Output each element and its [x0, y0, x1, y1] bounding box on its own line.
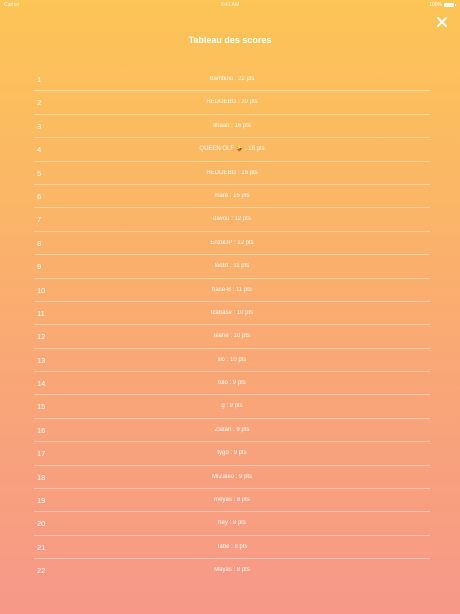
score-rank: 6: [37, 191, 42, 201]
score-rank: 20: [37, 519, 46, 529]
score-rank: 2: [37, 98, 42, 108]
score-row: [34, 232, 430, 255]
score-entry: HEDIJEBG : 20 pts: [206, 99, 258, 106]
score-row: [34, 302, 430, 325]
score-entry: Mayas : 8 pts: [214, 567, 250, 574]
score-row: [34, 395, 430, 418]
score-row: [34, 185, 430, 208]
score-entry: tolo : 9 pts: [218, 380, 246, 387]
score-entry: EnzoDP : 12 pts: [210, 239, 254, 246]
score-row: [34, 255, 430, 278]
score-entry: lilo : 10 pts: [217, 356, 247, 363]
score-entry: MrZaleo : 9 pts: [211, 473, 252, 480]
score-entry: Ilhaan : 16 pts: [213, 122, 251, 129]
score-entry: Tabé : 8 pts: [216, 543, 248, 550]
score-row: [34, 372, 430, 395]
score-row: [34, 512, 430, 535]
score-row: [34, 138, 430, 161]
battery-icon: [444, 3, 454, 7]
score-rank: 16: [37, 425, 46, 435]
score-rank: 15: [37, 402, 46, 412]
score-entry: QUEEN OLF 🤪 : 16 pts: [199, 146, 265, 153]
score-entry: tygo : 9 pts: [217, 450, 247, 457]
score-row: [34, 349, 430, 372]
score-row: [34, 559, 430, 582]
score-rank: 13: [37, 355, 46, 365]
score-rank: 3: [37, 121, 42, 131]
score-list: [34, 68, 430, 583]
score-entry: HEDIJEBG : 16 pts: [206, 169, 258, 176]
score-row: [34, 115, 430, 138]
score-row: [34, 419, 430, 442]
score-entry: leoBI : 11 pts: [214, 263, 250, 270]
score-row: [34, 325, 430, 348]
score-rank: 8: [37, 238, 42, 248]
score-entry: meyas : 8 pts: [214, 497, 250, 504]
score-entry: Zlatan : 9 pts: [214, 426, 250, 433]
status-time: 9:41 AM: [220, 2, 240, 8]
score-row: [34, 442, 430, 465]
score-rank: 4: [37, 145, 42, 155]
score-row: [34, 536, 430, 559]
score-row: [34, 91, 430, 114]
score-rank: 7: [37, 215, 42, 225]
score-row: [34, 68, 430, 91]
close-icon: [434, 14, 450, 30]
score-rank: 10: [37, 285, 46, 295]
battery-tip-icon: [455, 4, 456, 6]
score-rank: 11: [37, 308, 45, 318]
score-rank: 1: [37, 75, 42, 84]
battery-percentage: 100%: [429, 2, 442, 8]
score-entry: Bambino : 22 pts: [209, 76, 255, 82]
status-indicators: [429, 0, 456, 10]
status-bar: [0, 0, 460, 10]
score-rank: 22: [37, 566, 46, 576]
score-row: [34, 466, 430, 489]
carrier-label: Carrier: [4, 2, 20, 8]
score-rank: 21: [37, 542, 46, 552]
score-entry: hey : 8 pts: [218, 520, 246, 527]
score-row: [34, 162, 430, 185]
score-entry: leane : 10 pts: [213, 333, 251, 340]
score-rank: 18: [37, 472, 46, 482]
close-button[interactable]: [434, 14, 450, 30]
score-entry: davou : 12 pts: [213, 216, 251, 223]
score-rank: 5: [37, 168, 42, 178]
score-rank: 14: [37, 379, 46, 389]
score-rank: 19: [37, 496, 46, 506]
score-rank: 12: [37, 332, 46, 342]
score-entry: tcabase : 10 pts: [210, 309, 254, 316]
score-entry: hase-B : 11 pts: [212, 286, 252, 293]
score-row: [34, 279, 430, 302]
score-rank: 9: [37, 262, 42, 272]
score-row: [34, 208, 430, 231]
page-title: Tableau des scores: [188, 35, 272, 45]
score-entry: g : 9 pts: [221, 403, 243, 410]
score-row: [34, 489, 430, 512]
score-rank: 17: [37, 449, 46, 459]
score-entry: mare : 15 pts: [214, 192, 250, 199]
